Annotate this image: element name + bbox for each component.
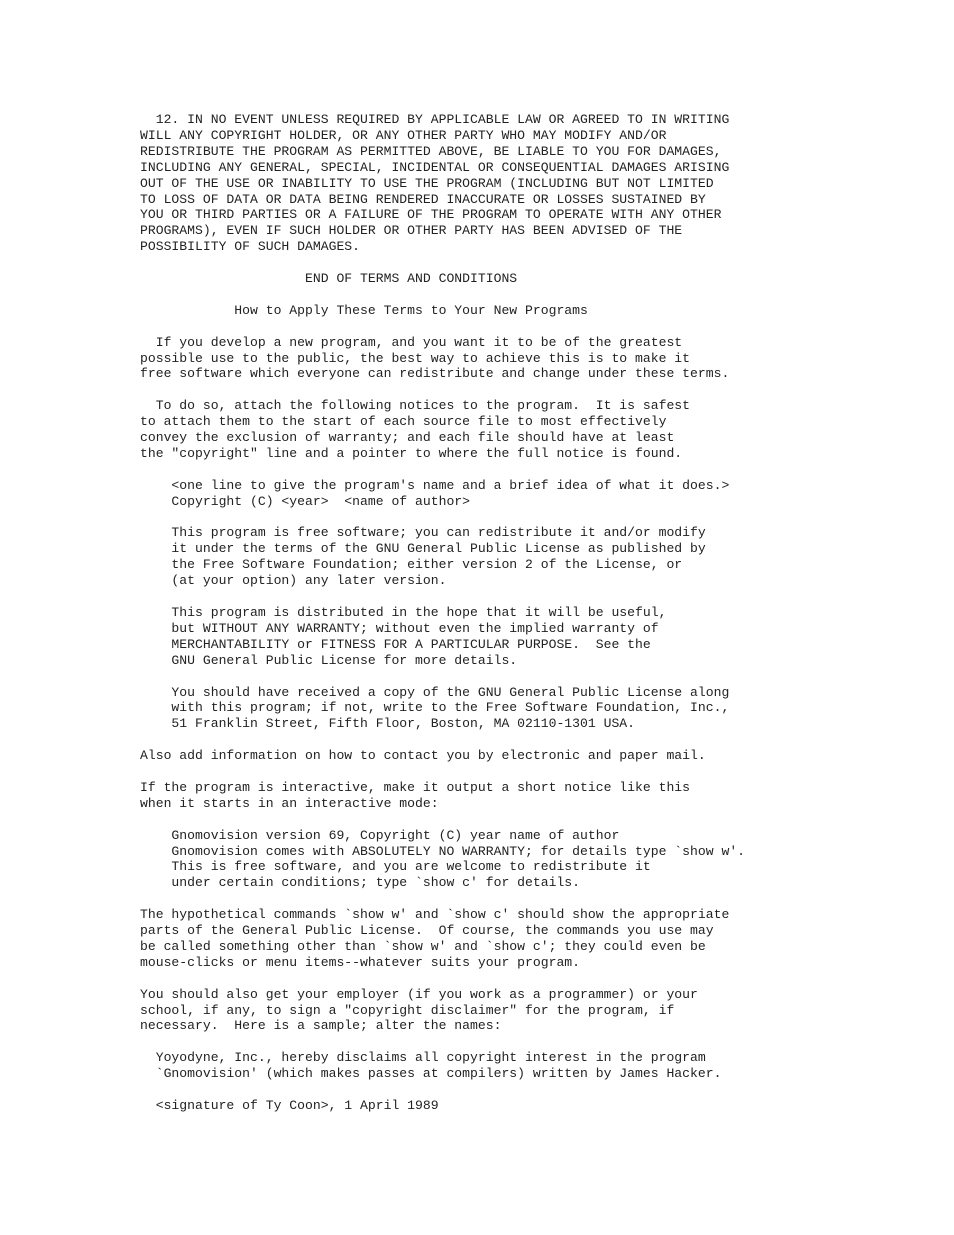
paragraph-intro: If you develop a new program, and you want it to be of the greatest possible use to the public, the best way to achieve this is to make it free software which everyone can redistribute and change under these terms. (140, 334, 730, 382)
paragraph-end-of-terms: END OF TERMS AND CONDITIONS (140, 271, 518, 287)
paragraph-gnomovision-notice: Gnomovision version 69, Copyright (C) year name of author Gnomovision comes with ABSOLUTELY NO WARRANTY; for details type `show w'. This is free software, and you are welcome to redistribute it under certain conditions; type `show c' for details. (171, 827, 746, 891)
paragraph-free-software-notice: This program is free software; you can redistribute it and/or modify it under the terms of the GNU General Public License as published by the Free Software Foundation; either version 2 of the License, or (at your option) any later version. (171, 525, 706, 589)
paragraph-attach-notices: To do so, attach the following notices to the program. It is safest to attach them to the start of each source file to most effectively convey the exclusion of warranty; and each file should have at least the "copyright" line and a pointer to where the full notice is found. (140, 398, 691, 461)
paragraph-contact-info: Also add information on how to contact you by electronic and paper mail. (140, 748, 706, 764)
paragraph-hypothetical-commands: The hypothetical commands `show w' and `show c' should show the appropriate parts of the General Public License. Of course, the commands you use may be called something other than `show w' and `show c'; they could even be mouse-clicks or menu items--whatever suits your program. (140, 907, 730, 970)
paragraph-license-copy-notice: You should have received a copy of the GNU General Public License along with this program; if not, write to the Free Software Foundation, Inc., 51 Franklin Street, Fifth Floor, Boston, MA 02110-1301 USA. (171, 684, 730, 732)
paragraph-signature: <signature of Ty Coon>, 1 April 1989 (140, 1097, 439, 1113)
document-page (140, 112, 940, 1114)
paragraph-interactive-intro: If the program is interactive, make it output a short notice like this when it starts in an interactive mode: (140, 779, 691, 811)
paragraph-employer-disclaimer: You should also get your employer (if you work as a programmer) or your school, if any, to sign a "copyright disclaimer" for the program, if necessary. Here is a sample; alter the names: (140, 986, 698, 1034)
document-body (140, 112, 940, 1114)
paragraph-yoyodyne-sample: Yoyodyne, Inc., hereby disclaims all copyright interest in the program `Gnomovision' (which makes passes at compilers) written by James Hacker. (155, 1050, 722, 1082)
paragraph-notice-title: <one line to give the program's name and a brief idea of what it does.> Copyright (C) <year> <name of author> (171, 477, 730, 509)
paragraph-how-to-apply-heading: How to Apply These Terms to Your New Programs (140, 302, 588, 318)
paragraph-liability-clause: 12. IN NO EVENT UNLESS REQUIRED BY APPLICABLE LAW OR AGREED TO IN WRITING WILL ANY COPYRIGHT HOLDER, OR ANY OTHER PARTY WHO MAY MODIFY AND/OR REDISTRIBUTE THE PROGRAM AS PERMITTED ABOVE, BE LIABLE TO YOU FOR DAMAGES, INCLUDING ANY GENERAL, SPECIAL, INCIDENTAL OR CONSEQUENTIAL DAMAGES ARISING OUT OF THE USE OR INABILITY TO USE THE PROGRAM (INCLUDING BUT NOT LIMITED TO LOSS OF DATA OR DATA BEING RENDERED INACCURATE OR LOSSES SUSTAINED BY YOU OR THIRD PARTIES OR A FAILURE OF THE PROGRAM TO OPERATE WITH ANY OTHER PROGRAMS), EVEN IF SUCH HOLDER OR OTHER PARTY HAS BEEN ADVISED OF THE POSSIBILITY OF SUCH DAMAGES. (140, 112, 730, 255)
paragraph-warranty-notice: This program is distributed in the hope that it will be useful, but WITHOUT ANY WARRANTY; without even the implied warranty of MERCHANTABILITY or FITNESS FOR A PARTICULAR PURPOSE. See the GNU General Public License for more details. (171, 604, 667, 668)
